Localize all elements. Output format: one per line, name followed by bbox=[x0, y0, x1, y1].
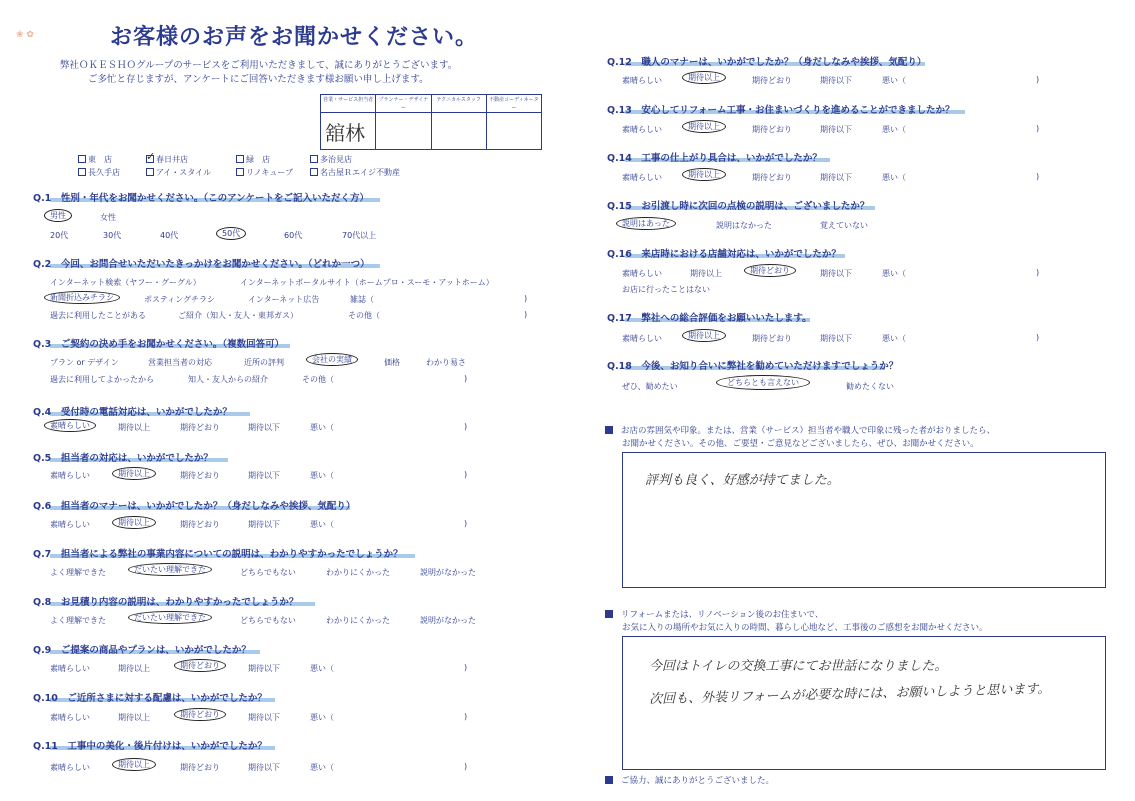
q3-option[interactable]: その他（ bbox=[302, 375, 334, 384]
comment1-heading-line2: お聞かせください。その他、ご要望・ご意見などございましたら、ぜひ、お聞かせください。 bbox=[622, 439, 979, 449]
staff-header: 不動産コーディネーター bbox=[487, 95, 541, 113]
q17-option[interactable]: 悪い（ bbox=[882, 334, 906, 343]
q16-option[interactable]: 悪い（ bbox=[882, 269, 906, 278]
section-bullet-icon bbox=[605, 426, 613, 434]
intro-line-1: 弊社ＯＫＥＳＨＯグループのサービスをご利用いただきまして、誠にありがとうございます。 bbox=[60, 60, 458, 71]
q4-option[interactable]: 素晴らしい bbox=[44, 420, 96, 431]
q5-option[interactable]: 期待以下 bbox=[248, 471, 280, 480]
q6-option[interactable]: 期待以下 bbox=[248, 520, 280, 529]
q4-option[interactable]: 悪い（ bbox=[310, 423, 334, 432]
q11-option[interactable]: 素晴らしい bbox=[50, 763, 90, 772]
q12-option[interactable]: 期待以上 bbox=[682, 72, 726, 83]
q8-option[interactable]: よく理解できた bbox=[50, 616, 106, 625]
q9-option[interactable]: 期待以下 bbox=[248, 664, 280, 673]
q13-option[interactable]: 悪い（ bbox=[882, 125, 906, 134]
q7-option[interactable]: だいたい理解できた bbox=[128, 564, 212, 575]
comment2-handwriting-line2: 次回も、外装リフォームが必要な時には、お願いしようと思います。 bbox=[648, 681, 1051, 708]
store-label: 緑 店 bbox=[246, 155, 270, 164]
staff-col-technical bbox=[432, 95, 487, 149]
q2-option[interactable]: ご紹介（知人・友人・東邦ガス） bbox=[178, 311, 298, 320]
q15-option[interactable]: 覚えていない bbox=[820, 221, 868, 230]
q10-option[interactable]: 素晴らしい bbox=[50, 713, 90, 722]
q5-option[interactable]: 期待以上 bbox=[112, 468, 156, 479]
q9-option[interactable]: 素晴らしい bbox=[50, 664, 90, 673]
q7-option[interactable]: どちらでもない bbox=[240, 568, 296, 577]
store-option[interactable] bbox=[78, 167, 120, 178]
q11-option[interactable]: 期待どおり bbox=[180, 763, 220, 772]
comment2-heading-line2: お気に入りの場所やお気に入りの時間、暮らし心地など、工事後のご感想をお聞かせください。 bbox=[622, 623, 988, 633]
q9-option[interactable]: 期待どおり bbox=[174, 660, 226, 671]
comment2-textarea[interactable] bbox=[622, 636, 1106, 770]
paren-close: ) bbox=[464, 374, 468, 383]
question-title-q18: Q.18 今後、お知り合いに弊社を勧めていただけますでしょうか？ bbox=[607, 361, 899, 372]
question-title-q17: Q.17 弊社への総合評価をお願いいたします。 bbox=[607, 313, 812, 324]
q10-option[interactable]: 悪い（ bbox=[310, 713, 334, 722]
q11-option[interactable]: 悪い（ bbox=[310, 763, 334, 772]
q3-option[interactable]: 価格 bbox=[384, 358, 400, 367]
question-title-q3: Q.3 ご契約の決め手をお聞かせください。（複数回答可） bbox=[33, 339, 285, 350]
q4-option[interactable]: 期待以下 bbox=[248, 423, 280, 432]
q1-age-option[interactable]: 30代 bbox=[103, 231, 122, 240]
comment1-heading: お店の雰囲気や印象。または、営業（サービス）担当者や職人で印象に残った者がおりましたら、 bbox=[605, 424, 995, 436]
staff-col-planner bbox=[376, 95, 431, 149]
q11-option[interactable]: 期待以上 bbox=[112, 759, 156, 770]
q17-option[interactable]: 素晴らしい bbox=[622, 334, 662, 343]
store-option[interactable] bbox=[78, 154, 112, 165]
store-label: アイ・スタイル bbox=[156, 168, 212, 177]
checkbox[interactable] bbox=[310, 168, 318, 176]
q16-option[interactable]: 期待以上 bbox=[690, 269, 722, 278]
closing-message: ご協力、誠にありがとうございました。 bbox=[605, 774, 774, 786]
store-option[interactable] bbox=[146, 154, 188, 165]
q12-option[interactable]: 期待以下 bbox=[820, 76, 852, 85]
paren-close: ) bbox=[1036, 75, 1040, 84]
q9-option[interactable]: 悪い（ bbox=[310, 664, 334, 673]
q1-age-option[interactable]: 70代以上 bbox=[342, 231, 377, 240]
store-option[interactable] bbox=[146, 167, 211, 178]
section-bullet-icon bbox=[605, 776, 613, 784]
q2-option[interactable]: 雑誌（ bbox=[350, 295, 374, 304]
q15-option[interactable]: 説明はあった bbox=[616, 218, 676, 229]
question-title-q12: Q.12 職人のマナーは、いかがでしたか？（身だしなみや挨拶、気配り） bbox=[607, 57, 927, 68]
question-title-q7: Q.7 担当者による弊社の事業内容についての説明は、わかりやすかったでしょうか？ bbox=[33, 549, 403, 560]
q17-option[interactable]: 期待どおり bbox=[752, 334, 792, 343]
q13-option[interactable]: 素晴らしい bbox=[622, 125, 662, 134]
comment2-handwriting-line1: 今回はトイレの交換工事にてお世話になりました。 bbox=[649, 659, 948, 674]
q13-option[interactable]: 期待以上 bbox=[682, 121, 726, 132]
staff-header: テクニカルスタッフ bbox=[432, 95, 486, 113]
comment2-heading: リフォームまたは、リノベーション後のお住まいで、 bbox=[605, 608, 823, 620]
q18-option[interactable]: 勧めたくない bbox=[846, 382, 894, 391]
q1-age-option[interactable]: 40代 bbox=[160, 231, 179, 240]
q13-option[interactable]: 期待どおり bbox=[752, 125, 792, 134]
q2-option[interactable]: 新聞折込みチラシ bbox=[44, 292, 120, 303]
staff-header: 営業・サービス担当者 bbox=[321, 95, 375, 113]
q10-option[interactable]: 期待以上 bbox=[118, 713, 150, 722]
question-title-q9: Q.9 ご提案の商品やプランは、いかがでしたか？ bbox=[33, 645, 251, 656]
q9-option[interactable]: 期待以上 bbox=[118, 664, 150, 673]
q14-option[interactable]: 期待以下 bbox=[820, 173, 852, 182]
q8-option[interactable]: だいたい理解できた bbox=[128, 612, 212, 623]
store-label: 多治見店 bbox=[320, 155, 352, 164]
paren-close: ) bbox=[464, 762, 468, 771]
section-bullet-icon bbox=[605, 610, 613, 618]
q8-option[interactable]: 説明がなかった bbox=[420, 616, 476, 625]
q2-option[interactable]: 過去に利用したことがある bbox=[50, 311, 146, 320]
paren-close: ) bbox=[464, 712, 468, 721]
q8-option[interactable]: わかりにくかった bbox=[326, 616, 390, 625]
q5-option[interactable]: 期待どおり bbox=[180, 471, 220, 480]
store-label: 長久手店 bbox=[88, 168, 120, 177]
q18-option[interactable]: どちらとも言えない bbox=[716, 377, 810, 388]
question-title-q14: Q.14 工事の仕上がり具合は、いかがでしたか？ bbox=[607, 153, 822, 164]
q3-option[interactable]: 知人・友人からの紹介 bbox=[188, 375, 268, 384]
paren-close: ) bbox=[1036, 124, 1040, 133]
q16-option[interactable]: 期待どおり bbox=[744, 265, 796, 276]
q14-option[interactable]: 素晴らしい bbox=[622, 173, 662, 182]
q14-option[interactable]: 期待どおり bbox=[752, 173, 792, 182]
q8-option[interactable]: どちらでもない bbox=[240, 616, 296, 625]
store-option[interactable] bbox=[236, 154, 270, 165]
q18-option[interactable]: ぜひ、勧めたい bbox=[622, 382, 678, 391]
q17-option[interactable]: 期待以下 bbox=[820, 334, 852, 343]
q15-option[interactable]: 説明はなかった bbox=[716, 221, 772, 230]
paren-close: ) bbox=[464, 422, 468, 431]
q12-option[interactable]: 期待どおり bbox=[752, 76, 792, 85]
q10-option[interactable]: 期待どおり bbox=[174, 709, 226, 720]
question-title-q2: Q.2 今回、お問合せいただいたきっかけをお聞かせください。（どれか一つ） bbox=[33, 259, 370, 270]
store-label: リノキューブ bbox=[246, 168, 293, 177]
staff-col-realestate bbox=[487, 95, 541, 149]
q3-option[interactable]: 近所の評判 bbox=[244, 358, 284, 367]
q14-option[interactable]: 期待以上 bbox=[682, 169, 726, 180]
q12-option[interactable]: 素晴らしい bbox=[622, 76, 662, 85]
paren-close: ) bbox=[1036, 172, 1040, 181]
checkbox[interactable] bbox=[78, 168, 86, 176]
checkbox-checked[interactable] bbox=[146, 155, 154, 163]
staff-col-sales bbox=[321, 95, 376, 149]
q16-option-never-visited[interactable]: お店に行ったことはない bbox=[622, 285, 710, 294]
q3-option[interactable]: 会社の実績 bbox=[306, 354, 358, 365]
page-title: お客様のお声をお聞かせください。 bbox=[110, 25, 479, 50]
question-title-q15: Q.15 お引渡し時に次回の点検の説明は、ございましたか？ bbox=[607, 201, 870, 212]
q6-option[interactable]: 悪い（ bbox=[310, 520, 334, 529]
q6-option[interactable]: 期待どおり bbox=[180, 520, 220, 529]
q6-option[interactable]: 素晴らしい bbox=[50, 520, 90, 529]
q12-option[interactable]: 悪い（ bbox=[882, 76, 906, 85]
store-label: 東 店 bbox=[88, 155, 112, 164]
paren-close: ) bbox=[464, 663, 468, 672]
q7-option[interactable]: 説明がなかった bbox=[420, 568, 476, 577]
q11-option[interactable]: 期待以下 bbox=[248, 763, 280, 772]
q1-age-option[interactable]: 60代 bbox=[284, 231, 303, 240]
store-option[interactable] bbox=[236, 167, 293, 178]
paren-close: ) bbox=[1036, 268, 1040, 277]
checkbox[interactable] bbox=[310, 155, 318, 163]
staff-name-handwritten: 舘林 bbox=[325, 121, 365, 145]
checkbox[interactable] bbox=[78, 155, 86, 163]
question-title-q10: Q.10 ご近所さまに対する配慮は、いかがでしたか？ bbox=[33, 693, 267, 704]
q2-option[interactable]: インターネットポータルサイト（ホームプロ・スーモ・アットホーム） bbox=[240, 278, 494, 287]
paren-close: ) bbox=[1036, 333, 1040, 342]
q3-option[interactable]: 過去に利用してよかったから bbox=[50, 375, 154, 384]
q17-option[interactable]: 期待以上 bbox=[682, 330, 726, 341]
q2-option[interactable]: インターネット検索（ヤフー・グーグル） bbox=[50, 278, 201, 287]
q13-option[interactable]: 期待以下 bbox=[820, 125, 852, 134]
q1-option-female[interactable]: 女性 bbox=[100, 213, 116, 222]
comment1-handwriting: 評判も良く、好感が持てました。 bbox=[645, 473, 840, 488]
question-title-q11: Q.11 工事中の美化・後片付けは、いかがでしたか？ bbox=[33, 741, 267, 752]
q4-option[interactable]: 期待どおり bbox=[180, 423, 220, 432]
question-title-q6: Q.6 担当者のマナーは、いかがでしたか？（身だしなみや挨拶、気配り） bbox=[33, 501, 356, 512]
store-label: 名古屋Ｒエイジ不動産 bbox=[320, 168, 400, 177]
q3-option[interactable]: プラン or デザイン bbox=[50, 358, 119, 367]
q1-age-option[interactable]: 20代 bbox=[50, 231, 69, 240]
checkbox[interactable] bbox=[236, 155, 244, 163]
q16-option[interactable]: 期待以下 bbox=[820, 269, 852, 278]
staff-header: プランナー・デザイナー bbox=[376, 95, 430, 113]
store-label: 春日井店 bbox=[156, 155, 188, 164]
question-title-q5: Q.5 担当者の対応は、いかがでしたか？ bbox=[33, 453, 213, 464]
q6-option[interactable]: 期待以上 bbox=[112, 517, 156, 528]
q7-option[interactable]: よく理解できた bbox=[50, 568, 106, 577]
question-title-q1: Q.1 性別・年代をお聞かせください。（このアンケートをご記入いただく方） bbox=[33, 193, 369, 204]
question-title-q4: Q.4 受付時の電話対応は、いかがでしたか？ bbox=[33, 407, 232, 418]
question-title-q8: Q.8 お見積り内容の説明は、わかりやすかったでしょうか？ bbox=[33, 597, 299, 608]
staff-table bbox=[320, 94, 542, 150]
comment1-textarea[interactable] bbox=[622, 452, 1106, 588]
q3-option[interactable]: わかり易さ bbox=[426, 358, 466, 367]
q2-option[interactable]: インターネット広告 bbox=[248, 295, 320, 304]
paren-close: ) bbox=[524, 310, 528, 319]
q5-option[interactable]: 悪い（ bbox=[310, 471, 334, 480]
paren-close: ) bbox=[464, 519, 468, 528]
q5-option[interactable]: 素晴らしい bbox=[50, 471, 90, 480]
q16-option[interactable]: 素晴らしい bbox=[622, 269, 662, 278]
q3-option[interactable]: 営業担当者の対応 bbox=[148, 358, 212, 367]
q10-option[interactable]: 期待以下 bbox=[248, 713, 280, 722]
paren-close: ) bbox=[464, 470, 468, 479]
question-title-q16: Q.16 来店時における店舗対応は、いかがでしたか？ bbox=[607, 249, 841, 260]
store-option[interactable] bbox=[310, 167, 400, 178]
store-option[interactable] bbox=[310, 154, 352, 165]
q4-option[interactable]: 期待以上 bbox=[118, 423, 150, 432]
q14-option[interactable]: 悪い（ bbox=[882, 173, 906, 182]
q7-option[interactable]: わかりにくかった bbox=[326, 568, 390, 577]
paren-close: ) bbox=[524, 294, 528, 303]
checkbox[interactable] bbox=[146, 168, 154, 176]
question-title-q13: Q.13 安心してリフォーム工事・お住まいづくりを進めることができましたか？ bbox=[607, 105, 955, 116]
intro-line-2: ご多忙と存じますが、アンケートにご回答いただきます様お願い申し上げます。 bbox=[88, 74, 429, 85]
company-stamp-mark: ❀ ✿ bbox=[16, 30, 34, 40]
q2-option[interactable]: その他（ bbox=[348, 311, 380, 320]
q1-age-option[interactable]: 50代 bbox=[216, 228, 246, 239]
checkbox[interactable] bbox=[236, 168, 244, 176]
q1-option-male[interactable]: 男性 bbox=[44, 210, 72, 221]
q2-option[interactable]: ポスティングチラシ bbox=[144, 295, 216, 304]
